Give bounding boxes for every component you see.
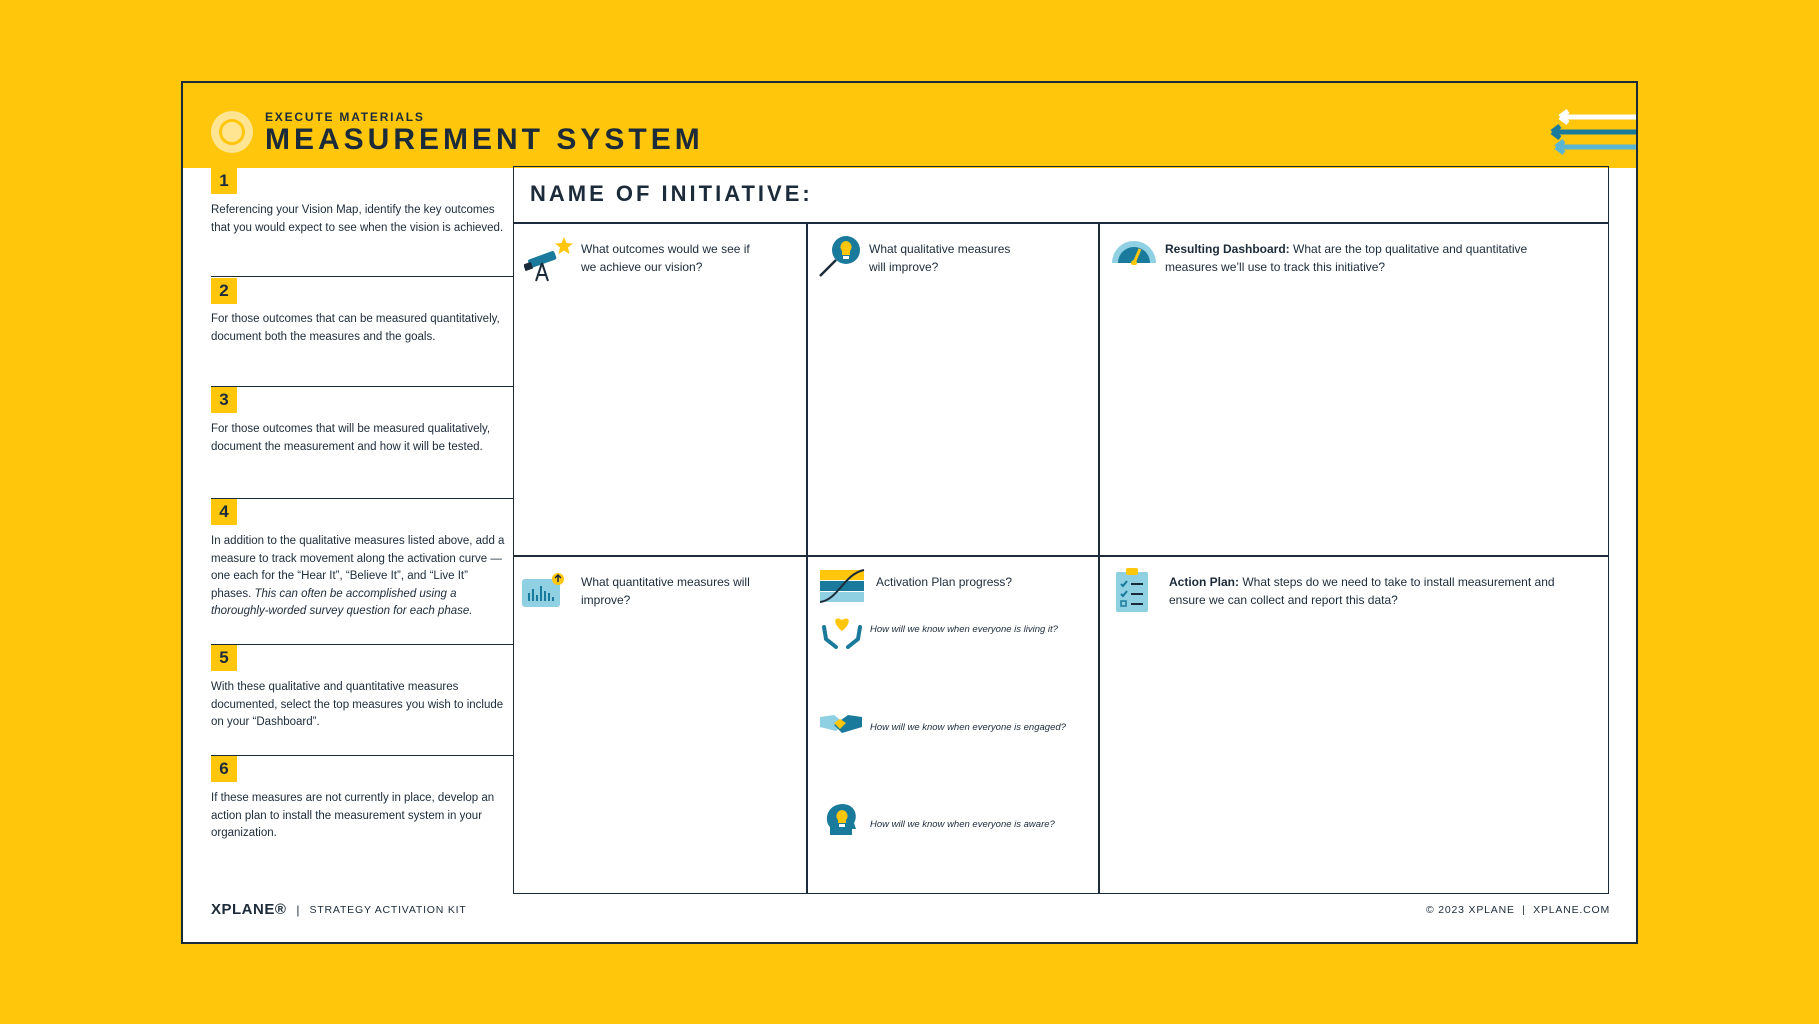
living-question: How will we know when everyone is living it? (870, 624, 1058, 635)
footer-separator: | (296, 902, 300, 917)
step-text: With these qualitative and quantitative measures documented, select the top measures you wish to include on your “Dashboard”. (211, 681, 504, 728)
gauge-icon (1110, 237, 1158, 265)
footer-left (211, 901, 467, 918)
initiative-label: NAME OF INITIATIVE: (530, 181, 813, 206)
divider (514, 555, 1608, 557)
quantitative-question: What quantitative measures will improve? (581, 575, 750, 607)
step-number: 6 (211, 756, 237, 782)
qualitative-question: What qualitative measures will improve? (869, 242, 1011, 274)
execute-logo-icon (211, 111, 253, 153)
dashboard-question: Resulting Dashboard: What are the top qualitative and quantitative measures we’ll use to track this initiative? (1165, 242, 1528, 274)
step-6 (211, 756, 513, 856)
action-plan-question: Action Plan: What steps do we need to take to install measurement and ensure we can collect and report this data? (1169, 575, 1555, 607)
step-4 (211, 499, 513, 645)
handshake-icon (820, 711, 862, 737)
step-number: 5 (211, 645, 237, 671)
step-number: 2 (211, 278, 237, 304)
divider (806, 222, 808, 894)
worksheet (181, 81, 1638, 944)
step-1 (211, 168, 513, 277)
kit-label: STRATEGY ACTIVATION KIT (309, 903, 467, 916)
copyright: © 2023 XPLANE | XPLANE.COM (1425, 904, 1610, 916)
step-text: Referencing your Vision Map, identify the key outcomes that you would expect to see when the vision is achieved. (211, 204, 504, 234)
step-3 (211, 387, 513, 499)
initiative-grid (513, 166, 1609, 894)
page-title: MEASUREMENT SYSTEM (265, 123, 704, 156)
xplane-logo: XPLANE® (211, 901, 287, 918)
engaged-question: How will we know when everyone is engaged? (870, 722, 1066, 733)
step-text: For those outcomes that can be measured quantitatively, document both the measures and the goals. (211, 313, 500, 343)
head-lightbulb-icon (824, 801, 860, 841)
header-band (183, 83, 1636, 168)
step-number: 4 (211, 499, 237, 525)
step-text: For those outcomes that will be measured qualitatively, document the measurement and how it will be tested. (211, 423, 491, 453)
step-text: In addition to the qualitative measures listed above, add a measure to track movement along the activation curve — one each for the “Hear It”, “Believe It”, and “Live It” phases. This can often be accomplished using a thoroughly-worded survey question for each phase. (211, 535, 505, 617)
activation-curve-icon (818, 568, 866, 604)
heart-hands-icon (822, 613, 862, 649)
step-text: If these measures are not currently in place, develop an action plan to install the measurement system in your organization. (211, 792, 495, 839)
divider (1098, 222, 1100, 894)
divider (514, 222, 1608, 224)
telescope-icon (524, 235, 576, 283)
activation-question: Activation Plan progress? (876, 575, 1013, 589)
step-number: 3 (211, 387, 237, 413)
step-number: 1 (211, 168, 237, 194)
header-kicker: EXECUTE MATERIALS (265, 110, 425, 124)
aware-question: How will we know when everyone is aware? (870, 819, 1055, 830)
step-2 (211, 277, 513, 387)
step-5 (211, 645, 513, 756)
magnifier-lightbulb-icon (818, 233, 864, 279)
bar-chart-icon (522, 571, 566, 609)
arrows-icon (1550, 109, 1636, 157)
clipboard-checklist-icon (1114, 568, 1150, 612)
outcomes-question: What outcomes would we see if we achieve our vision? (581, 242, 750, 274)
